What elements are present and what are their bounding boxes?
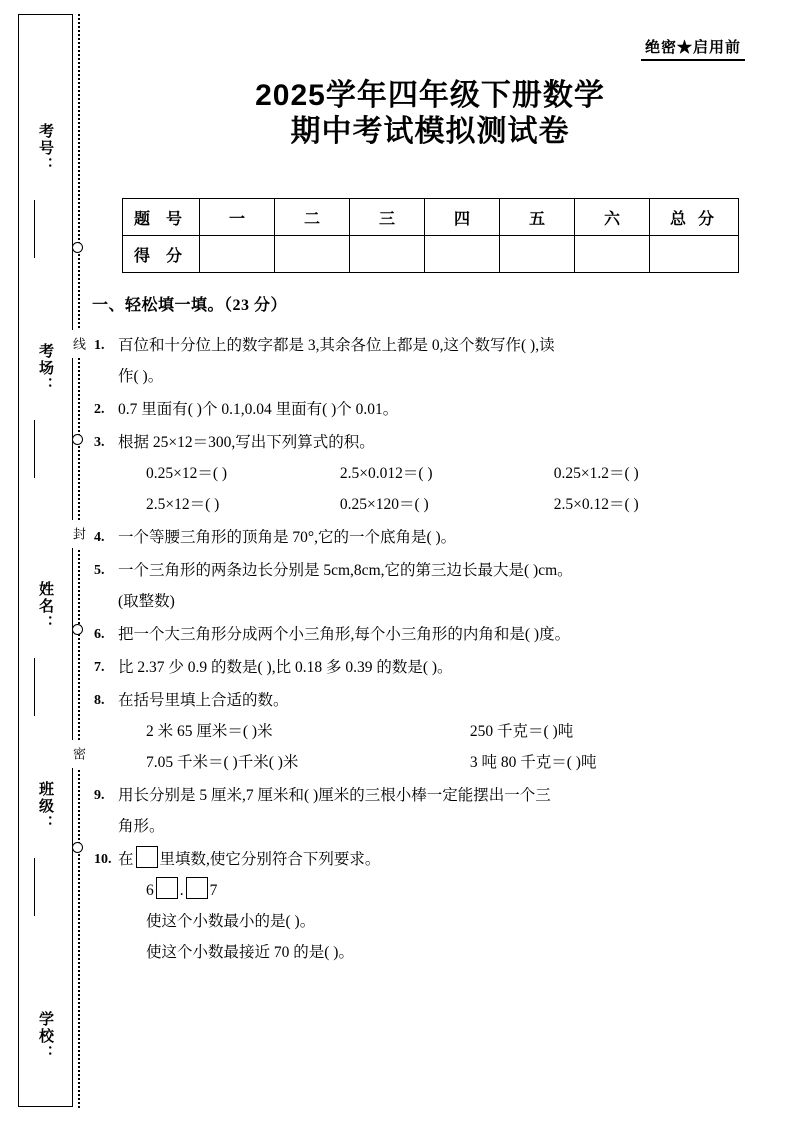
score-table-row-label-question: 题 号 [123,199,200,236]
question-8-row-2 [118,747,758,778]
seal-circle-2 [72,434,83,445]
question-5-line-1: 一个三角形的两条边长分别是 5cm,8cm,它的第三边长最大是( )cm。 [118,562,573,579]
question-8-item-1: 2 米 65 厘米＝( )米 [146,723,273,740]
score-table-row-label-score: 得 分 [123,236,200,273]
question-1-line-2: 作( )。 [118,368,164,385]
score-col-total: 总 分 [650,199,739,236]
score-col-6: 六 [575,199,650,236]
question-6-line-1: 把一个大三角形分成两个小三角形,每个小三角形的内角和是( )度。 [118,626,571,643]
question-6-number: 6. [94,627,105,642]
question-9-number: 9. [94,788,105,803]
question-8-line-1: 在括号里填上合适的数。 [118,692,289,709]
seal-field-exam-room: 考场： [37,342,53,394]
seal-fill-line-3 [34,658,35,716]
question-3-row-2 [118,489,758,520]
question-6 [94,619,758,650]
question-10 [94,844,758,968]
decimal-prefix: 6 [146,882,154,899]
question-7-line-1: 比 2.37 少 0.9 的数是( ),比 0.18 多 0.39 的数是( )。 [118,659,453,676]
seal-field-school: 学校： [37,1010,53,1062]
question-1-number: 1. [94,338,105,353]
seal-field-exam-number: 考号： [37,122,53,174]
question-7-number: 7. [94,660,105,675]
sealing-fields [20,20,72,1102]
score-blank-1[interactable] [200,236,275,273]
question-3-item-4: 2.5×12＝( ) [146,496,220,513]
seal-circle-4 [72,842,83,853]
decimal-suffix: 7 [209,882,218,899]
seal-circle-1 [72,242,83,253]
question-8-item-2: 250 千克＝( )吨 [469,723,574,740]
question-10-number: 10. [94,852,112,867]
page-title-line1: 2025学年四年级下册数学 [255,79,605,112]
score-blank-2[interactable] [275,236,350,273]
question-3-row-1 [118,458,758,489]
seal-word-char-1: 线 [70,330,88,358]
question-10-tail: 里填数,使它分别符合下列要求。 [159,851,381,868]
score-blank-total[interactable] [650,236,739,273]
question-3-line-1: 根据 25×12＝300,写出下列算式的积。 [118,434,375,451]
question-1 [94,330,758,392]
question-10-sub-1: 使这个小数最小的是( )。 [146,913,316,930]
score-blank-6[interactable] [575,236,650,273]
question-1-line-1: 百位和十分位上的数字都是 3,其余各位上都是 0,这个数写作( ),读 [118,337,555,354]
question-3-item-5: 0.25×120＝( ) [339,496,429,513]
secret-notice: 绝密★启用前 [641,36,745,61]
score-blank-5[interactable] [500,236,575,273]
question-9 [94,780,758,842]
question-7 [94,652,758,683]
question-2-number: 2. [94,402,105,417]
score-col-4: 四 [425,199,500,236]
question-4-number: 4. [94,530,105,545]
question-10-number-template [118,875,758,906]
question-10-line-1 [118,844,758,875]
page-title-line2: 期中考试模拟测试卷 [290,115,570,148]
score-col-3: 三 [350,199,425,236]
question-5 [94,555,758,617]
score-col-2: 二 [275,199,350,236]
score-blank-3[interactable] [350,236,425,273]
question-3-item-2: 2.5×0.012＝( ) [339,465,433,482]
question-5-line-2: (取整数) [118,593,175,610]
question-9-line-1: 用长分别是 5 厘米,7 厘米和( )厘米的三根小棒一定能摆出一个三 [118,787,551,804]
sealing-dotted-line [78,14,80,1108]
table-row-question-numbers [123,199,739,236]
question-5-number: 5. [94,563,105,578]
question-9-line-2: 角形。 [118,818,165,835]
question-10-sub-2: 使这个小数最接近 70 的是( )。 [146,944,354,961]
question-3-item-6: 2.5×0.12＝( ) [553,496,639,513]
question-4-line-1: 一个等腰三角形的顶角是 70°,它的一个底角是( )。 [118,529,457,546]
score-col-5: 五 [500,199,575,236]
seal-field-class: 班级： [37,780,53,832]
score-table [122,198,739,273]
question-4 [94,522,758,553]
question-list [94,330,758,970]
question-8-item-4: 3 吨 80 千克＝( )吨 [469,754,597,771]
score-col-1: 一 [200,199,275,236]
section-title-1: 一、轻松填一填。（23 分） [92,297,288,314]
seal-word-char-2: 封 [70,520,88,548]
score-blank-4[interactable] [425,236,500,273]
answer-box-inline[interactable] [136,846,158,868]
question-8 [94,685,758,778]
question-8-number: 8. [94,693,105,708]
seal-fill-line-1 [34,200,35,258]
question-2 [94,394,758,425]
table-row-scores [123,236,739,273]
question-2-line-1: 0.7 里面有( )个 0.1,0.04 里面有( )个 0.01。 [118,401,399,418]
seal-circle-3 [72,624,83,635]
question-3 [94,427,758,520]
answer-box-decimal[interactable] [186,877,208,899]
question-3-item-3: 0.25×1.2＝( ) [553,465,639,482]
question-8-row-1 [118,716,758,747]
question-10-prefix: 在 [118,851,134,868]
decimal-point: . [179,882,184,899]
question-3-number: 3. [94,435,105,450]
seal-field-name: 姓名： [37,580,53,632]
question-8-item-3: 7.05 千米＝( )千米( )米 [146,754,299,771]
question-3-item-1: 0.25×12＝( ) [146,465,228,482]
seal-fill-line-4 [34,858,35,916]
page-title [120,78,740,150]
seal-word-char-3: 密 [70,740,88,768]
answer-box-integer[interactable] [156,877,178,899]
seal-fill-line-2 [34,420,35,478]
